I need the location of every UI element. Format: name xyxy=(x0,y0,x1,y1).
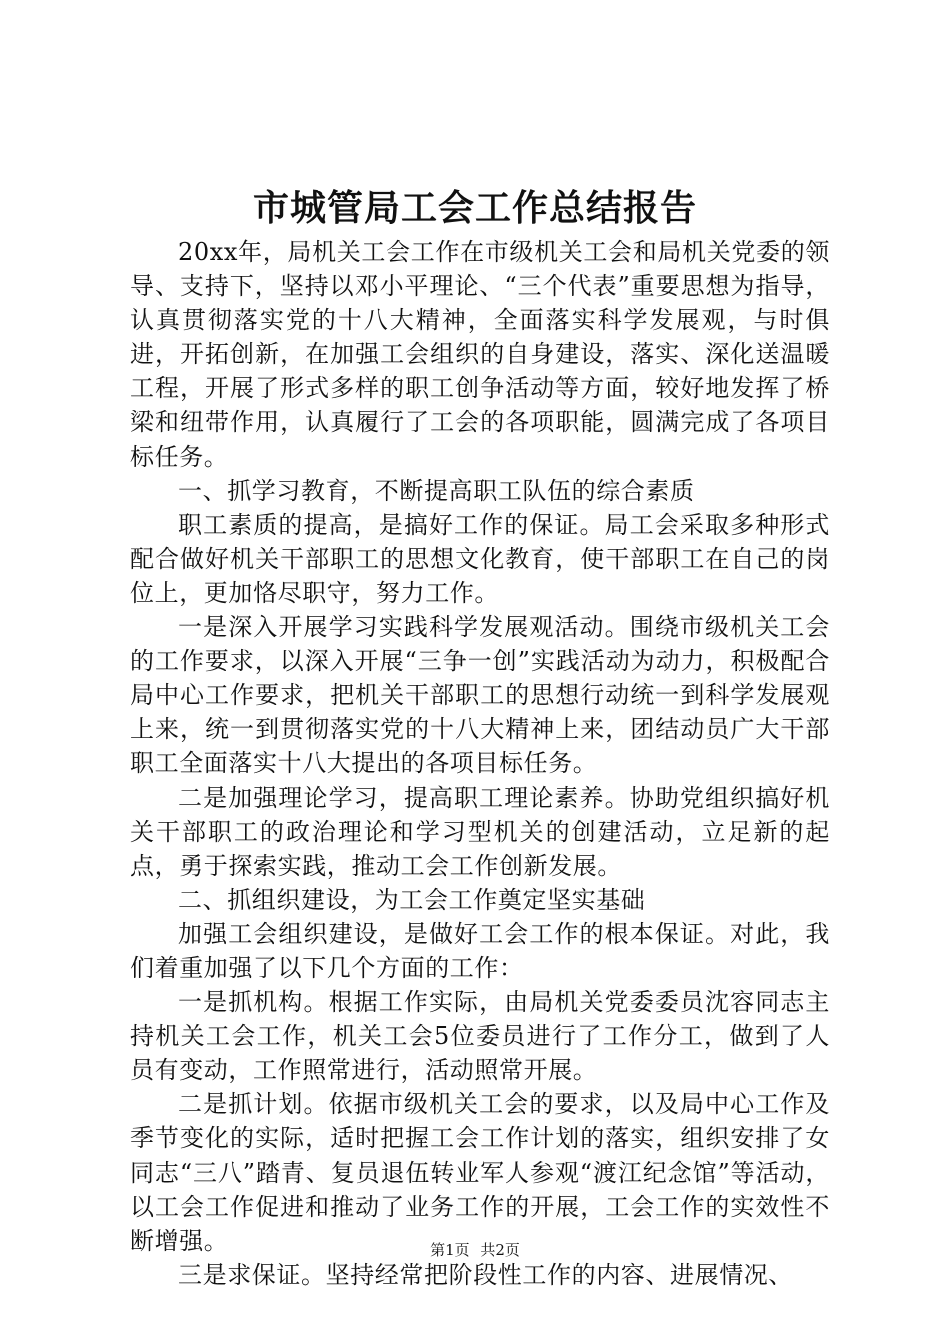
page-number: 第1页 xyxy=(430,1241,470,1259)
document-body xyxy=(130,235,830,1292)
section-heading-1: 一、抓学习教育，不断提高职工队伍的综合素质 xyxy=(178,476,695,505)
document-title: 市城管局工会工作总结报告 xyxy=(252,187,697,229)
body-paragraph: 二是抓计划。依据市级机关工会的要求，以及局中心工作及季节变化的实际，适时把握工会工作计划的落实，组织安排了女同志“三八”踏青、复员退伍转业军人参观“渡江纪念馆”等活动，以工会工作促进和推动了业务工作的开展，工会工作的实效性不断增强。 xyxy=(130,1090,830,1255)
page-footer xyxy=(0,1240,950,1260)
body-paragraph: 一是抓机构。根据工作实际，由局机关党委委员沈容同志主持机关工会工作，机关工会5位委员进行了工作分工，做到了人员有变动，工作照常进行，活动照常开展。 xyxy=(130,988,830,1085)
body-paragraph: 加强工会组织建设，是做好工会工作的根本保证。对此，我们着重加强了以下几个方面的工作： xyxy=(130,919,830,982)
section-heading-2: 二、抓组织建设，为工会工作奠定坚实基础 xyxy=(178,885,646,914)
body-paragraph: 二是加强理论学习，提高职工理论素养。协助党组织搞好机关干部职工的政治理论和学习型机关的创建活动，立足新的起点，勇于探索实践，推动工会工作创新发展。 xyxy=(130,783,830,880)
body-paragraph: 职工素质的提高，是搞好工作的保证。局工会采取多种形式配合做好机关干部职工的思想文化教育，使干部职工在自己的岗位上，更加恪尽职守，努力工作。 xyxy=(130,510,830,607)
body-paragraph: 一是深入开展学习实践科学发展观活动。围绕市级机关工会的工作要求，以深入开展“三争一创”实践活动为动力，积极配合局中心工作要求，把机关干部职工的思想行动统一到科学发展观上来，统一到贯彻落实党的十八大精神上来，团结动员广大干部职工全面落实十八大提出的各项目标任务。 xyxy=(130,613,830,778)
page-total: 共2页 xyxy=(480,1241,520,1259)
intro-paragraph: 20xx年，局机关工会工作在市级机关工会和局机关党委的领导、支持下，坚持以邓小平理论、“三个代表”重要思想为指导，认真贯彻落实党的十八大精神，全面落实科学发展观，与时俱进，开拓创新，在加强工会组织的自身建设，落实、深化送温暖工程，开展了形式多样的职工创争活动等方面，较好地发挥了桥梁和纽带作用，认真履行了工会的各项职能，圆满完成了各项目标任务。 xyxy=(130,238,830,471)
body-paragraph: 三是求保证。坚持经常把阶段性工作的内容、进展情况、 xyxy=(178,1260,793,1289)
